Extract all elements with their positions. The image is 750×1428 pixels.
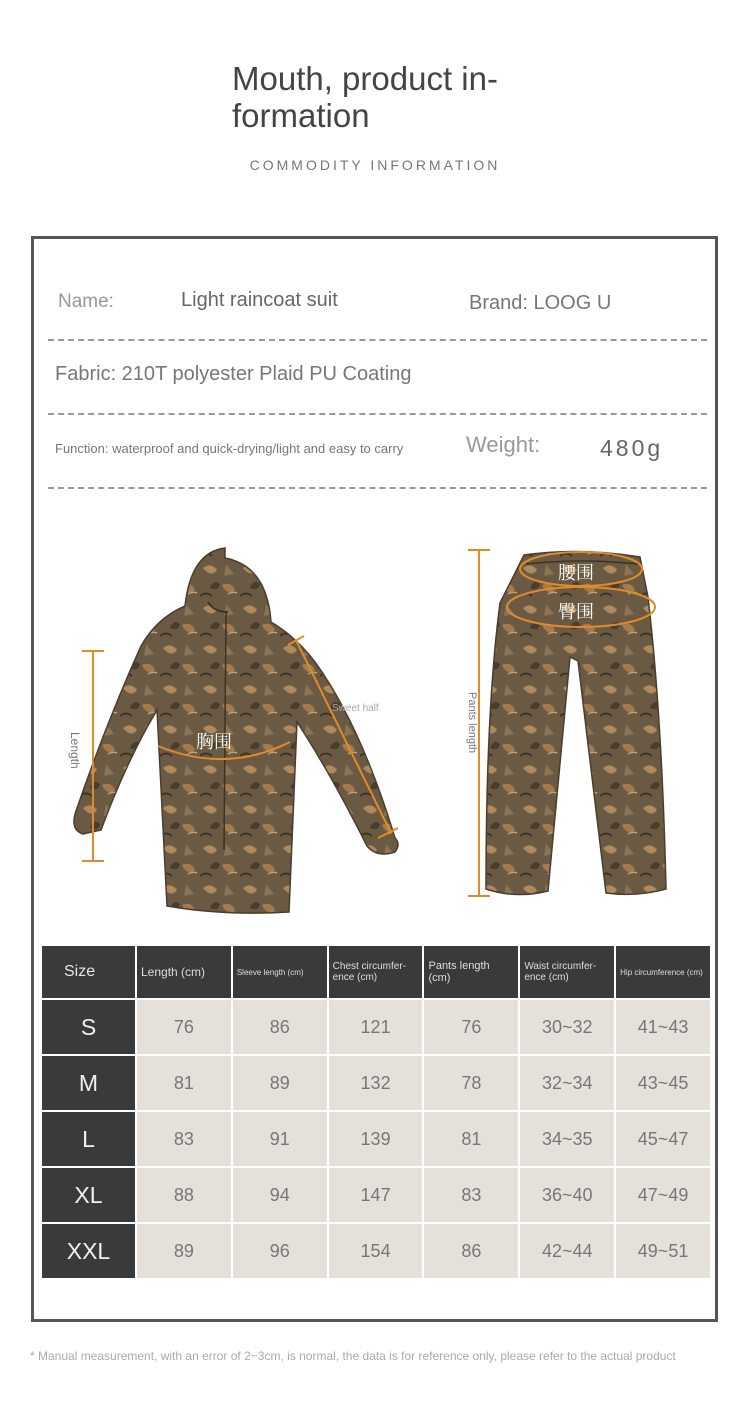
pants-waist-label: 腰围 <box>558 563 594 584</box>
table-cell: 42~44 <box>520 1224 614 1278</box>
table-cell: 30~32 <box>520 1000 614 1054</box>
size-chart-header-row <box>42 946 710 998</box>
table-cell: 76 <box>137 1000 231 1054</box>
name-label: Name: <box>58 291 114 312</box>
size-chart-header: Size <box>42 946 135 998</box>
table-cell: 86 <box>424 1224 518 1278</box>
table-cell: 89 <box>233 1056 327 1110</box>
size-cell: M <box>42 1056 135 1110</box>
table-cell: 41~43 <box>616 1000 710 1054</box>
pants-hip-label: 臀围 <box>558 602 594 623</box>
table-cell: 132 <box>329 1056 423 1110</box>
table-cell: 76 <box>424 1000 518 1054</box>
jacket-sleeve-label: Sweet half <box>332 703 379 714</box>
size-cell: S <box>42 1000 135 1054</box>
table-row <box>42 1056 710 1110</box>
weight-value: 480g <box>600 435 664 461</box>
table-cell: 91 <box>233 1112 327 1166</box>
jacket-image <box>74 548 398 913</box>
table-row <box>42 1000 710 1054</box>
fabric-value: Fabric: 210T polyester Plaid PU Coating <box>55 363 412 385</box>
function-value: Function: waterproof and quick-drying/light and easy to carry <box>55 441 404 456</box>
jacket-chest-label: 胸围 <box>196 732 232 753</box>
size-chart-header: Pants length (cm) <box>424 946 518 998</box>
table-cell: 43~45 <box>616 1056 710 1110</box>
table-cell: 139 <box>329 1112 423 1166</box>
name-value: Light raincoat suit <box>181 289 338 311</box>
size-chart-header: Hip circumference (cm) <box>616 946 710 998</box>
page-title: Mouth, product in-formation <box>232 60 498 134</box>
size-cell: L <box>42 1112 135 1166</box>
weight-label: Weight: <box>466 432 541 457</box>
table-cell: 78 <box>424 1056 518 1110</box>
table-cell: 49~51 <box>616 1224 710 1278</box>
size-chart-header: Chest circumfer-ence (cm) <box>329 946 423 998</box>
page-subtitle: COMMODITY INFORMATION <box>249 157 501 173</box>
table-cell: 34~35 <box>520 1112 614 1166</box>
table-cell: 45~47 <box>616 1112 710 1166</box>
table-cell: 81 <box>137 1056 231 1110</box>
table-cell: 147 <box>329 1168 423 1222</box>
size-chart-table <box>40 944 712 1280</box>
table-cell: 89 <box>137 1224 231 1278</box>
table-cell: 94 <box>233 1168 327 1222</box>
size-cell: XXL <box>42 1224 135 1278</box>
table-cell: 86 <box>233 1000 327 1054</box>
brand-value: Brand: LOOG U <box>469 292 612 314</box>
size-chart-header: Length (cm) <box>137 946 231 998</box>
table-cell: 83 <box>424 1168 518 1222</box>
table-cell: 32~34 <box>520 1056 614 1110</box>
pants-length-label: Pants length <box>466 692 478 754</box>
table-cell: 81 <box>424 1112 518 1166</box>
size-chart-header: Waist circumfer-ence (cm) <box>520 946 614 998</box>
table-row <box>42 1168 710 1222</box>
table-cell: 36~40 <box>520 1168 614 1222</box>
size-cell: XL <box>42 1168 135 1222</box>
table-cell: 88 <box>137 1168 231 1222</box>
table-cell: 83 <box>137 1112 231 1166</box>
table-row <box>42 1224 710 1278</box>
size-chart-header: Sleeve length (cm) <box>233 946 327 998</box>
measurement-footnote: * Manual measurement, with an error of 2~3cm, is normal, the data is for reference only, please refer to the actual product <box>30 1349 676 1363</box>
table-cell: 121 <box>329 1000 423 1054</box>
jacket-length-label: Length <box>68 732 82 769</box>
table-cell: 154 <box>329 1224 423 1278</box>
table-row <box>42 1112 710 1166</box>
table-cell: 47~49 <box>616 1168 710 1222</box>
table-cell: 96 <box>233 1224 327 1278</box>
